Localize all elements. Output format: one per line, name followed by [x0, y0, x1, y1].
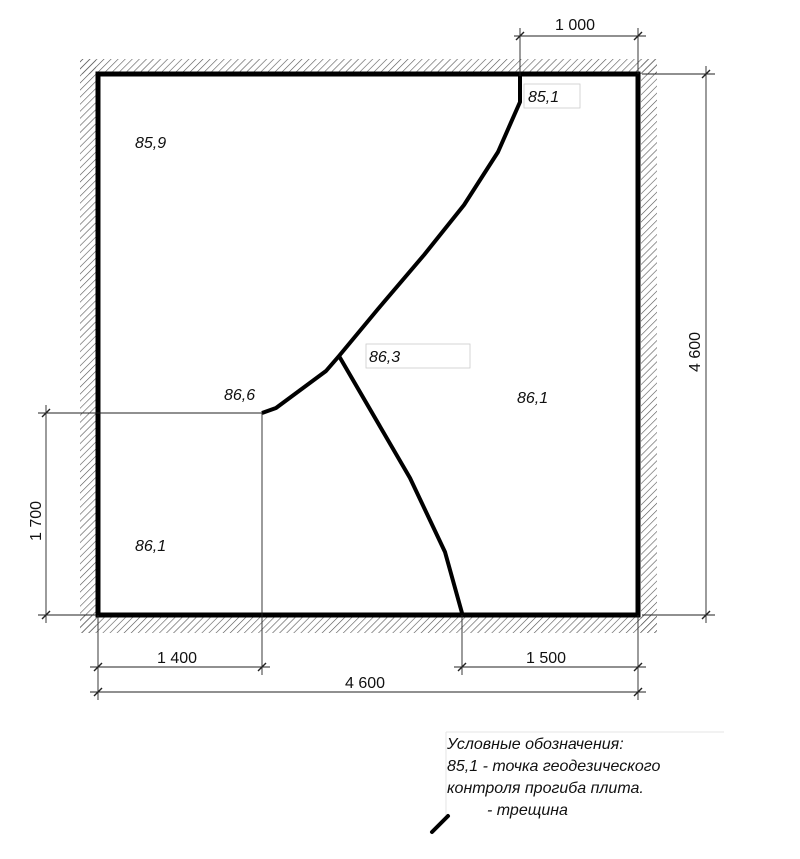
dim-right: 4 600 [687, 331, 704, 372]
elev-top-left: 85,9 [135, 135, 167, 152]
elev-top-right-point: 85,1 [528, 89, 560, 106]
legend-point-line2: контроля прогиба плита. [447, 780, 644, 797]
legend-crack: - трещина [487, 802, 568, 819]
elev-right: 86,1 [517, 390, 549, 407]
legend [432, 732, 724, 832]
dim-left: 1 700 [28, 500, 45, 541]
elev-bottom-left: 86,1 [135, 538, 167, 555]
legend-title: Условные обозначения: [447, 736, 624, 753]
elev-crack-tip: 86,6 [224, 387, 256, 404]
dim-bottom-left: 1 400 [157, 650, 198, 667]
legend-crack-symbol [432, 816, 448, 832]
dim-top: 1 000 [555, 17, 596, 34]
legend-point-line1: 85,1 - точка геодезического [447, 758, 661, 775]
elev-center: 86,3 [369, 349, 401, 366]
dim-bottom-total: 4 600 [345, 675, 386, 692]
dim-bottom-right: 1 500 [526, 650, 567, 667]
